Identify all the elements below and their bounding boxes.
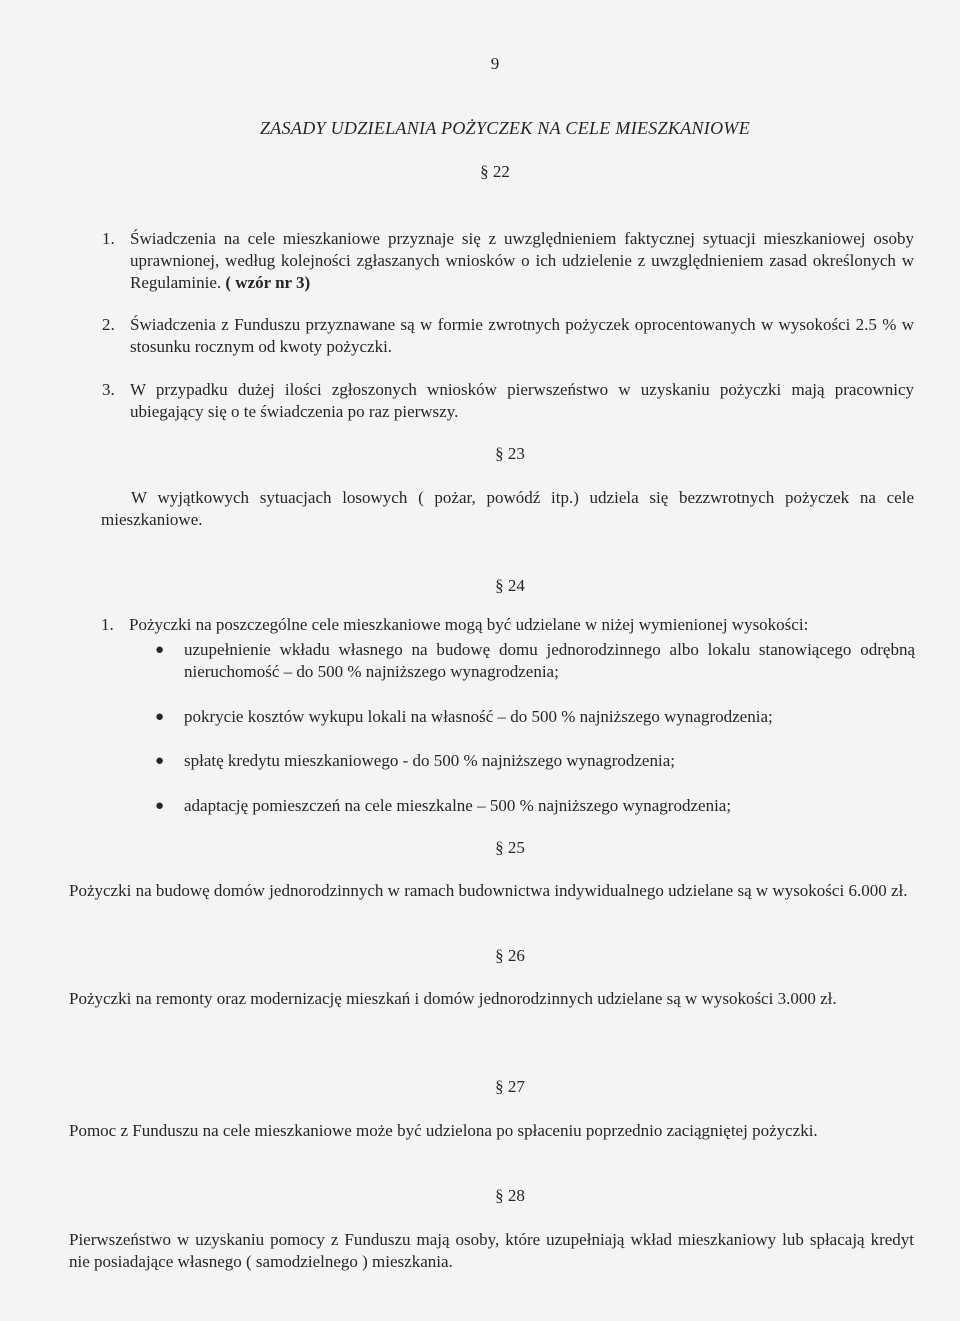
page-title: ZASADY UDZIELANIA POŻYCZEK NA CELE MIESZKANIOWE <box>260 118 750 138</box>
section-heading-22: § 22 <box>480 162 510 181</box>
item-number: 1. <box>101 615 114 634</box>
bullet-icon: ● <box>155 798 165 814</box>
bullet-icon: ● <box>155 642 165 658</box>
item-number: 2. <box>102 315 115 334</box>
section-heading-26: § 26 <box>495 946 525 965</box>
s22-item-3 <box>102 379 914 423</box>
s23-text: W wyjątkowych sytuacjach losowych ( pożar, powódź itp.) udziela się bezzwrotnych pożyczek na cele mieszkaniowe. <box>101 488 914 529</box>
s24-bullet-1 <box>155 639 915 683</box>
s24-bullet-2 <box>155 706 915 728</box>
section-heading-24: § 24 <box>495 576 525 595</box>
bullet-text: adaptację pomieszczeń na cele mieszkalne – 500 % najniższego wynagrodzenia; <box>184 796 732 815</box>
section-heading-27: § 27 <box>495 1077 525 1096</box>
item-text: Świadczenia z Funduszu przyznawane są w formie zwrotnych pożyczek oprocentowanych w wysokości 2.5 % w stosunku rocznym od kwoty pożyczki. <box>130 315 914 356</box>
section-heading-23: § 23 <box>495 444 525 463</box>
s24-bullet-4 <box>155 795 915 817</box>
section-heading-25: § 25 <box>495 838 525 857</box>
page-number: 9 <box>490 54 500 73</box>
s22-item-2 <box>102 314 914 358</box>
item-number: 3. <box>102 380 115 399</box>
s26-text: Pożyczki na remonty oraz modernizację mieszkań i domów jednorodzinnych udzielane są w wysokości 3.000 zł. <box>69 989 837 1008</box>
bullet-icon: ● <box>155 753 165 769</box>
s27-text: Pomoc z Funduszu na cele mieszkaniowe może być udzielona po spłaceniu poprzednio zaciągniętej pożyczki. <box>69 1121 818 1140</box>
s24-item-1 <box>101 614 914 636</box>
item-text: W przypadku dużej ilości zgłoszonych wniosków pierwszeństwo w uzyskaniu pożyczki mają pracownicy ubiegający się o te świadczenia po raz pierwszy. <box>130 380 914 421</box>
bullet-icon: ● <box>155 709 165 725</box>
bullet-text: uzupełnienie wkładu własnego na budowę domu jednorodzinnego albo lokalu stanowiącego odrębną nieruchomość – do 500 % najniższego wynagrodzenia; <box>184 640 915 681</box>
form-reference: ( wzór nr 3) <box>225 273 311 292</box>
item-text: Świadczenia na cele mieszkaniowe przyznaje się z uwzględnieniem faktycznej sytuacji mieszkaniowej osoby uprawnionej, według kolejności zgłaszanych wniosków o ich udzielenie z uwzględnieniem zasad określonych w Regulaminie. <box>130 229 914 292</box>
bullet-text: pokrycie kosztów wykupu lokali na własność – do 500 % najniższego wynagrodzenia; <box>184 707 773 726</box>
item-number: 1. <box>102 229 115 248</box>
s28-text: Pierwszeństwo w uzyskaniu pomocy z Funduszu mają osoby, które uzupełniają wkład mieszkaniowy lub spłacają kredyt nie posiadające własnego ( samodzielnego ) mieszkania. <box>69 1230 914 1271</box>
item-text: Pożyczki na poszczególne cele mieszkaniowe mogą być udzielane w niżej wymienionej wysokości: <box>129 615 809 634</box>
bullet-text: spłatę kredytu mieszkaniowego - do 500 % najniższego wynagrodzenia; <box>184 751 675 770</box>
s24-bullet-3 <box>155 750 915 772</box>
s25-text: Pożyczki na budowę domów jednorodzinnych w ramach budownictwa indywidualnego udzielane są w wysokości 6.000 zł. <box>69 881 908 900</box>
s22-item-1 <box>102 228 914 294</box>
section-heading-28: § 28 <box>495 1186 525 1205</box>
